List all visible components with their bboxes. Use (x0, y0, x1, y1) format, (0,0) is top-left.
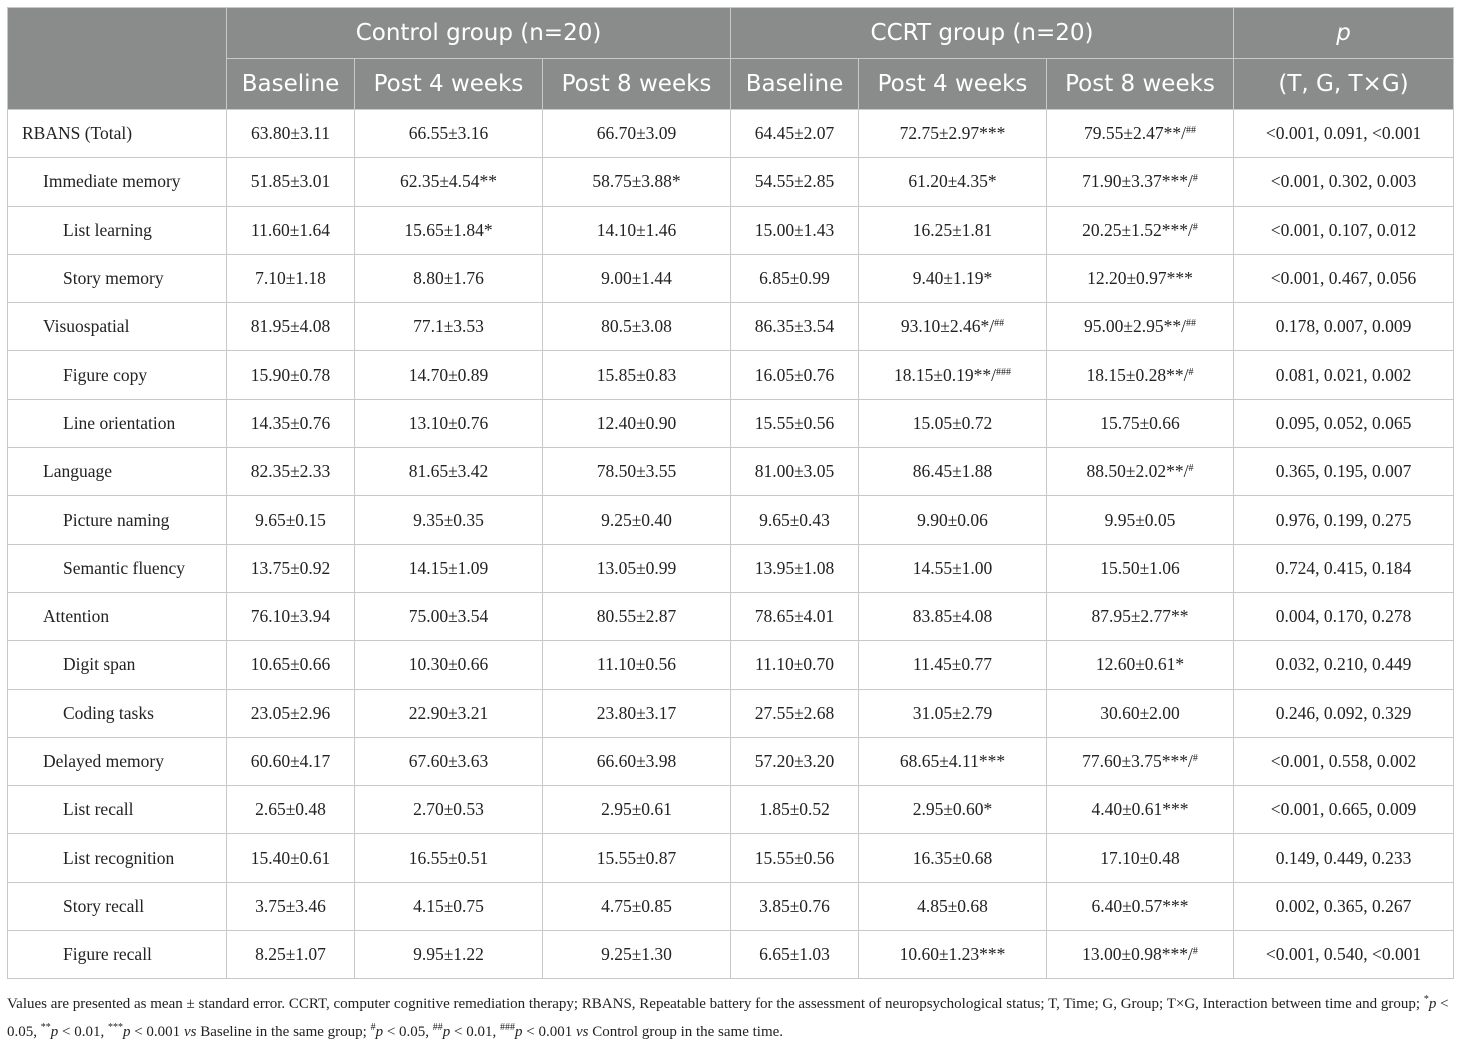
col-p-values: (T, G, T×G) (1234, 59, 1454, 110)
value-cell: 86.35±3.54 (731, 303, 859, 351)
results-table (7, 7, 1454, 979)
value-cell: 15.00±1.43 (731, 206, 859, 254)
table-row (8, 351, 1454, 399)
value-cell: 13.95±1.08 (731, 544, 859, 592)
footnote-text: < 0.05, (7, 996, 1449, 1040)
table-row (8, 786, 1454, 834)
row-label: Digit span (8, 641, 227, 689)
footnote-p: p (515, 1024, 523, 1040)
value-cell: 20.25±1.52***/# (1047, 206, 1234, 254)
value-cell: 8.80±1.76 (355, 254, 543, 302)
value-cell: 63.80±3.11 (227, 110, 355, 158)
value-cell: 14.10±1.46 (543, 206, 731, 254)
value-cell: 14.15±1.09 (355, 544, 543, 592)
p-value-cell: 0.246, 0.092, 0.329 (1234, 689, 1454, 737)
p-value-cell: <0.001, 0.107, 0.012 (1234, 206, 1454, 254)
value-cell: 22.90±3.21 (355, 689, 543, 737)
value-cell: 4.15±0.75 (355, 882, 543, 930)
value-cell: 93.10±2.46*/## (859, 303, 1047, 351)
table-row (8, 448, 1454, 496)
value-cell: 2.95±0.60* (859, 786, 1047, 834)
value-cell: 15.50±1.06 (1047, 544, 1234, 592)
value-cell: 13.00±0.98***/# (1047, 931, 1234, 979)
col-control-baseline: Baseline (227, 59, 355, 110)
col-ccrt-baseline: Baseline (731, 59, 859, 110)
row-label: Attention (8, 592, 227, 640)
value-cell: 30.60±2.00 (1047, 689, 1234, 737)
value-cell: 6.85±0.99 (731, 254, 859, 302)
value-cell: 23.80±3.17 (543, 689, 731, 737)
row-label: Story memory (8, 254, 227, 302)
value-cell: 95.00±2.95**/## (1047, 303, 1234, 351)
footnote-p: p (442, 1024, 451, 1040)
p-value-cell: <0.001, 0.091, <0.001 (1234, 110, 1454, 158)
table-row (8, 399, 1454, 447)
table-row (8, 110, 1454, 158)
col-ccrt-post4: Post 4 weeks (859, 59, 1047, 110)
table-row (8, 689, 1454, 737)
col-control-post4: Post 4 weeks (355, 59, 543, 110)
table-footnote (7, 988, 1453, 1044)
value-cell: 16.35±0.68 (859, 834, 1047, 882)
footnote-text: Control group in the same time. (588, 1024, 784, 1040)
ccrt-group-header: CCRT group (n=20) (731, 8, 1234, 59)
value-cell: 13.10±0.76 (355, 399, 543, 447)
significance-mark: ## (1186, 318, 1196, 330)
table-row (8, 254, 1454, 302)
value-cell: 9.90±0.06 (859, 496, 1047, 544)
table-row (8, 496, 1454, 544)
corner-cell (8, 8, 227, 110)
footnote-symbol: *** (107, 1022, 123, 1033)
table-row (8, 882, 1454, 930)
value-cell: 87.95±2.77** (1047, 592, 1234, 640)
value-cell: 7.10±1.18 (227, 254, 355, 302)
value-cell: 78.65±4.01 (731, 592, 859, 640)
significance-mark: # (1192, 946, 1198, 958)
value-cell: 13.05±0.99 (543, 544, 731, 592)
footnote-p: p (1428, 996, 1437, 1012)
value-cell: 4.85±0.68 (859, 882, 1047, 930)
row-label: Delayed memory (8, 737, 227, 785)
value-cell: 78.50±3.55 (543, 448, 731, 496)
value-cell: 6.65±1.03 (731, 931, 859, 979)
value-cell: 11.10±0.56 (543, 641, 731, 689)
table-row (8, 544, 1454, 592)
value-cell: 71.90±3.37***/# (1047, 158, 1234, 206)
row-label: Immediate memory (8, 158, 227, 206)
value-cell: 11.10±0.70 (731, 641, 859, 689)
p-value-cell: 0.178, 0.007, 0.009 (1234, 303, 1454, 351)
footnote-text: < 0.001 (522, 1024, 576, 1040)
significance-mark: # (1192, 221, 1198, 233)
p-value-cell: <0.001, 0.665, 0.009 (1234, 786, 1454, 834)
value-cell: 15.55±0.56 (731, 834, 859, 882)
value-cell: 68.65±4.11*** (859, 737, 1047, 785)
p-header: p (1234, 8, 1454, 59)
value-cell: 2.95±0.61 (543, 786, 731, 834)
value-cell: 9.25±0.40 (543, 496, 731, 544)
value-cell: 82.35±2.33 (227, 448, 355, 496)
value-cell: 79.55±2.47**/## (1047, 110, 1234, 158)
table-row (8, 641, 1454, 689)
row-label: Coding tasks (8, 689, 227, 737)
value-cell: 17.10±0.48 (1047, 834, 1234, 882)
value-cell: 4.40±0.61*** (1047, 786, 1234, 834)
value-cell: 9.95±1.22 (355, 931, 543, 979)
significance-mark: ## (994, 318, 1005, 330)
p-value-cell: 0.724, 0.415, 0.184 (1234, 544, 1454, 592)
row-label: Semantic fluency (8, 544, 227, 592)
value-cell: 6.40±0.57*** (1047, 882, 1234, 930)
value-cell: 81.00±3.05 (731, 448, 859, 496)
value-cell: 16.25±1.81 (859, 206, 1047, 254)
value-cell: 77.1±3.53 (355, 303, 543, 351)
value-cell: 54.55±2.85 (731, 158, 859, 206)
footnote-symbol: ### (500, 1022, 516, 1033)
footnote-text: < 0.01, (450, 1024, 501, 1040)
value-cell: 83.85±4.08 (859, 592, 1047, 640)
p-value-cell: <0.001, 0.558, 0.002 (1234, 737, 1454, 785)
footnote-text: Baseline in the same group; (196, 1024, 371, 1040)
value-cell: 10.65±0.66 (227, 641, 355, 689)
value-cell: 14.35±0.76 (227, 399, 355, 447)
value-cell: 16.05±0.76 (731, 351, 859, 399)
value-cell: 66.55±3.16 (355, 110, 543, 158)
p-value-cell: <0.001, 0.467, 0.056 (1234, 254, 1454, 302)
value-cell: 9.65±0.43 (731, 496, 859, 544)
p-value-cell: <0.001, 0.302, 0.003 (1234, 158, 1454, 206)
footnote-symbol: ** (40, 1022, 51, 1033)
value-cell: 58.75±3.88* (543, 158, 731, 206)
p-value-cell: 0.004, 0.170, 0.278 (1234, 592, 1454, 640)
value-cell: 57.20±3.20 (731, 737, 859, 785)
value-cell: 15.85±0.83 (543, 351, 731, 399)
footnote-text: < 0.001 (130, 1024, 184, 1040)
value-cell: 12.40±0.90 (543, 399, 731, 447)
value-cell: 14.70±0.89 (355, 351, 543, 399)
value-cell: 88.50±2.02**/# (1047, 448, 1234, 496)
value-cell: 80.5±3.08 (543, 303, 731, 351)
footnote-vs: vs (183, 1024, 197, 1040)
value-cell: 66.60±3.98 (543, 737, 731, 785)
value-cell: 1.85±0.52 (731, 786, 859, 834)
footnote-p: p (122, 1024, 131, 1040)
row-label: RBANS (Total) (8, 110, 227, 158)
value-cell: 23.05±2.96 (227, 689, 355, 737)
header-row-groups (8, 8, 1454, 59)
value-cell: 81.65±3.42 (355, 448, 543, 496)
table-row (8, 931, 1454, 979)
row-label: Visuospatial (8, 303, 227, 351)
row-label: Line orientation (8, 399, 227, 447)
value-cell: 51.85±3.01 (227, 158, 355, 206)
value-cell: 2.65±0.48 (227, 786, 355, 834)
value-cell: 3.85±0.76 (731, 882, 859, 930)
table-row (8, 737, 1454, 785)
footnote-vs: vs (575, 1024, 589, 1040)
value-cell: 76.10±3.94 (227, 592, 355, 640)
value-cell: 80.55±2.87 (543, 592, 731, 640)
value-cell: 66.70±3.09 (543, 110, 731, 158)
value-cell: 9.65±0.15 (227, 496, 355, 544)
value-cell: 9.95±0.05 (1047, 496, 1234, 544)
footnote-text: < 0.05, (383, 1024, 433, 1040)
row-label: List recognition (8, 834, 227, 882)
value-cell: 12.20±0.97*** (1047, 254, 1234, 302)
value-cell: 13.75±0.92 (227, 544, 355, 592)
value-cell: 15.55±0.56 (731, 399, 859, 447)
row-label: Language (8, 448, 227, 496)
table-row (8, 592, 1454, 640)
value-cell: 3.75±3.46 (227, 882, 355, 930)
value-cell: 27.55±2.68 (731, 689, 859, 737)
value-cell: 14.55±1.00 (859, 544, 1047, 592)
p-value-cell: 0.976, 0.199, 0.275 (1234, 496, 1454, 544)
value-cell: 72.75±2.97*** (859, 110, 1047, 158)
table-row (8, 303, 1454, 351)
value-cell: 60.60±4.17 (227, 737, 355, 785)
value-cell: 2.70±0.53 (355, 786, 543, 834)
significance-mark: ### (996, 366, 1011, 378)
value-cell: 15.55±0.87 (543, 834, 731, 882)
value-cell: 15.65±1.84* (355, 206, 543, 254)
value-cell: 64.45±2.07 (731, 110, 859, 158)
p-value-cell: 0.365, 0.195, 0.007 (1234, 448, 1454, 496)
value-cell: 9.35±0.35 (355, 496, 543, 544)
p-value-cell: 0.149, 0.449, 0.233 (1234, 834, 1454, 882)
value-cell: 9.25±1.30 (543, 931, 731, 979)
value-cell: 61.20±4.35* (859, 158, 1047, 206)
footnote-symbol: * (1423, 994, 1429, 1005)
p-value-cell: <0.001, 0.540, <0.001 (1234, 931, 1454, 979)
table-row (8, 158, 1454, 206)
row-label: Figure copy (8, 351, 227, 399)
value-cell: 10.30±0.66 (355, 641, 543, 689)
value-cell: 16.55±0.51 (355, 834, 543, 882)
value-cell: 81.95±4.08 (227, 303, 355, 351)
value-cell: 4.75±0.85 (543, 882, 731, 930)
col-control-post8: Post 8 weeks (543, 59, 731, 110)
p-value-cell: 0.032, 0.210, 0.449 (1234, 641, 1454, 689)
value-cell: 86.45±1.88 (859, 448, 1047, 496)
row-label: Picture naming (8, 496, 227, 544)
value-cell: 18.15±0.28**/# (1047, 351, 1234, 399)
value-cell: 9.40±1.19* (859, 254, 1047, 302)
significance-mark: ## (1186, 125, 1196, 137)
value-cell: 8.25±1.07 (227, 931, 355, 979)
value-cell: 77.60±3.75***/# (1047, 737, 1234, 785)
value-cell: 15.05±0.72 (859, 399, 1047, 447)
footnote-symbol: # (370, 1022, 376, 1033)
value-cell: 18.15±0.19**/### (859, 351, 1047, 399)
value-cell: 75.00±3.54 (355, 592, 543, 640)
footnote-p: p (50, 1024, 59, 1040)
footnote-text: < 0.01, (58, 1024, 108, 1040)
value-cell: 67.60±3.63 (355, 737, 543, 785)
value-cell: 62.35±4.54** (355, 158, 543, 206)
significance-mark: # (1188, 463, 1194, 475)
row-label: List recall (8, 786, 227, 834)
table-row (8, 834, 1454, 882)
control-group-header: Control group (n=20) (227, 8, 731, 59)
table-row (8, 206, 1454, 254)
footnote-p: p (375, 1024, 384, 1040)
row-label: Story recall (8, 882, 227, 930)
p-value-cell: 0.002, 0.365, 0.267 (1234, 882, 1454, 930)
value-cell: 12.60±0.61* (1047, 641, 1234, 689)
value-cell: 11.60±1.64 (227, 206, 355, 254)
col-ccrt-post8: Post 8 weeks (1047, 59, 1234, 110)
significance-mark: # (1192, 753, 1198, 764)
value-cell: 9.00±1.44 (543, 254, 731, 302)
p-value-cell: 0.095, 0.052, 0.065 (1234, 399, 1454, 447)
value-cell: 15.40±0.61 (227, 834, 355, 882)
p-value-cell: 0.081, 0.021, 0.002 (1234, 351, 1454, 399)
row-label: Figure recall (8, 931, 227, 979)
value-cell: 10.60±1.23*** (859, 931, 1047, 979)
footnote-symbol: ## (432, 1022, 443, 1033)
footnote-text: Values are presented as mean ± standard error. CCRT, computer cognitive remediation therapy; RBANS, Repeatable battery for the assessment of neuropsychological status; T, Time; G, Group; T×G, Interaction between time and group; (7, 996, 1424, 1012)
value-cell: 11.45±0.77 (859, 641, 1047, 689)
table-body (8, 110, 1454, 979)
value-cell: 15.90±0.78 (227, 351, 355, 399)
value-cell: 31.05±2.79 (859, 689, 1047, 737)
significance-mark: # (1188, 366, 1194, 378)
significance-mark: # (1192, 173, 1198, 185)
value-cell: 15.75±0.66 (1047, 399, 1234, 447)
row-label: List learning (8, 206, 227, 254)
